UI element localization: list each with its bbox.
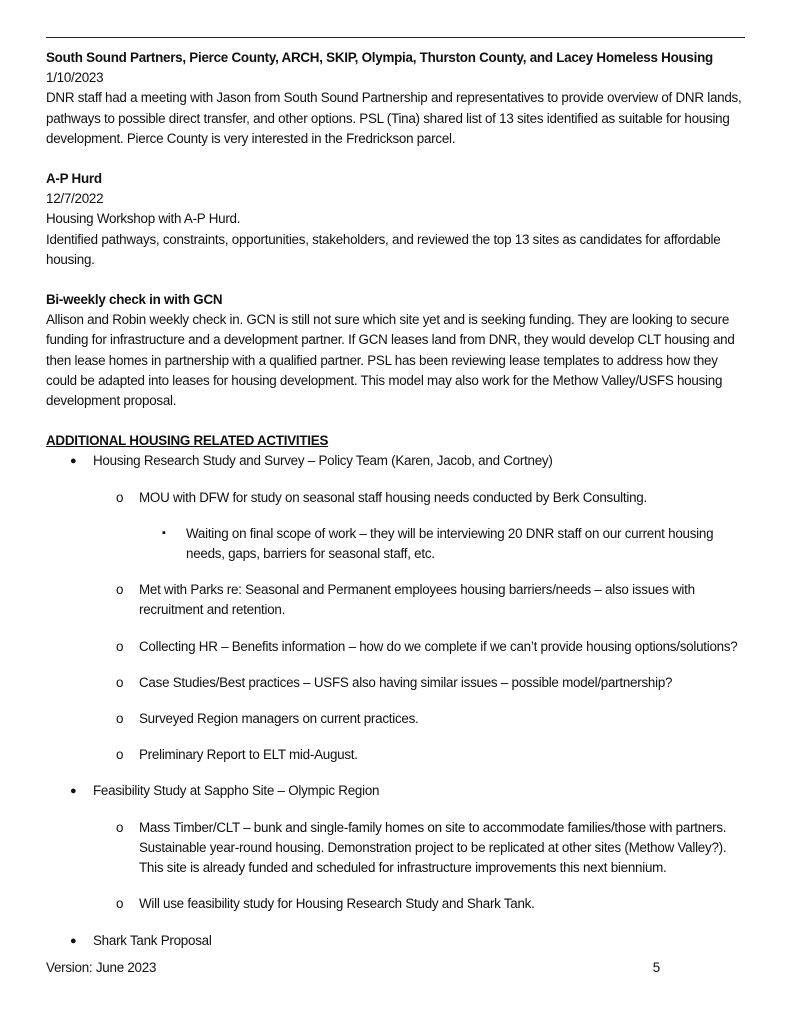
sub-list-item: [46, 580, 746, 620]
list-item-text: Feasibility Study at Sappho Site – Olympic Region: [93, 783, 380, 799]
section-south-sound: [46, 48, 746, 149]
list-item-text: Housing Research Study and Survey – Policy Team (Karen, Jacob, and Cortney): [93, 453, 553, 469]
section-line: Housing Workshop with A-P Hurd.: [46, 211, 241, 227]
list-item-text: Will use feasibility study for Housing Research Study and Shark Tank.: [139, 896, 535, 912]
bullet-icon: ●: [70, 785, 77, 798]
section-ap-hurd: [46, 169, 746, 270]
section-body: Allison and Robin weekly check in. GCN is still not sure which site yet and is seeking funding. They are looking to secure funding for infrastructure and a development partner. If GCN leases land from DNR, they would develop CLT housing and then lease homes in partnership with a qualified partner. PSL has been reviewing lease templates to address how they could be adapted into leases for housing development. This model may also work for the Methow Valley/USFS housing development proposal.: [46, 312, 735, 409]
list-item: [46, 931, 746, 951]
bullet-icon: ●: [70, 455, 77, 468]
page-number: 5: [652, 960, 660, 975]
page-footer: [46, 960, 666, 975]
section-heading: ADDITIONAL HOUSING RELATED ACTIVITIES: [46, 433, 329, 449]
sub-list-item: [46, 637, 746, 657]
list-item-text: Shark Tank Proposal: [93, 932, 212, 948]
section-title: Bi-weekly check in with GCN: [46, 292, 223, 308]
circle-bullet-icon: o: [116, 489, 124, 505]
circle-bullet-icon: o: [116, 638, 124, 654]
list-item: [46, 781, 746, 801]
sub-list-item: [46, 488, 746, 508]
section-date: 1/10/2023: [46, 70, 104, 86]
sub-list-item: [46, 745, 746, 765]
sub-list-item: [46, 673, 746, 693]
section-title: A-P Hurd: [46, 171, 102, 187]
section-date: 12/7/2022: [46, 191, 104, 207]
list-item: [46, 451, 746, 471]
list-item-text: Mass Timber/CLT – bunk and single-family homes on site to accommodate families/those with partners. Sustainable year-round housing. Demonstration project to be replicated at other sites (Methow Valley?). This site is already funded and scheduled for infrastructure improvements this next biennium.: [139, 819, 727, 876]
list-item-text: Met with Parks re: Seasonal and Permanent employees housing barriers/needs – also issues with recruitment and retention.: [139, 582, 695, 618]
version-label: Version: June 2023: [46, 960, 157, 975]
square-bullet-icon: ▪: [162, 526, 166, 539]
sub-sub-list-item: [46, 524, 746, 564]
section-body: DNR staff had a meeting with Jason from South Sound Partnership and representatives to provide overview of DNR lands, pathways to possible direct transfer, and other options. PSL (Tina) shared list of 13 sites identified as suitable for housing development. Pierce County is very interested in the Fredrickson parcel.: [46, 90, 742, 146]
sub-list-item: [46, 709, 746, 729]
section-additional-activities: [46, 431, 746, 950]
header-rule: [46, 37, 745, 38]
list-item-text: Case Studies/Best practices – USFS also having similar issues – possible model/partnership?: [139, 674, 673, 690]
circle-bullet-icon: o: [116, 896, 124, 912]
circle-bullet-icon: o: [116, 747, 124, 763]
list-item-text: Collecting HR – Benefits information – how do we complete if we can’t provide housing options/solutions?: [139, 638, 738, 654]
bullet-icon: ●: [70, 934, 77, 947]
list-item-text: Surveyed Region managers on current practices.: [139, 711, 419, 727]
sub-list-item: [46, 894, 746, 914]
sub-list-item: [46, 818, 746, 879]
circle-bullet-icon: o: [116, 582, 124, 598]
section-body: Identified pathways, constraints, opportunities, stakeholders, and reviewed the top 13 sites as candidates for affordable housing.: [46, 231, 721, 267]
list-item-text: Waiting on final scope of work – they will be interviewing 20 DNR staff on our current housing needs, gaps, barriers for seasonal staff, etc.: [186, 525, 714, 562]
list-item-text: Preliminary Report to ELT mid-August.: [139, 747, 358, 763]
circle-bullet-icon: o: [116, 674, 124, 690]
circle-bullet-icon: o: [116, 711, 124, 727]
section-title: South Sound Partners, Pierce County, ARCH, SKIP, Olympia, Thurston County, and Lacey Homeless Housing: [46, 50, 713, 65]
document-body: [46, 48, 746, 951]
section-gcn: [46, 290, 746, 411]
list-item-text: MOU with DFW for study on seasonal staff housing needs conducted by Berk Consulting.: [139, 489, 647, 505]
circle-bullet-icon: o: [116, 819, 124, 835]
